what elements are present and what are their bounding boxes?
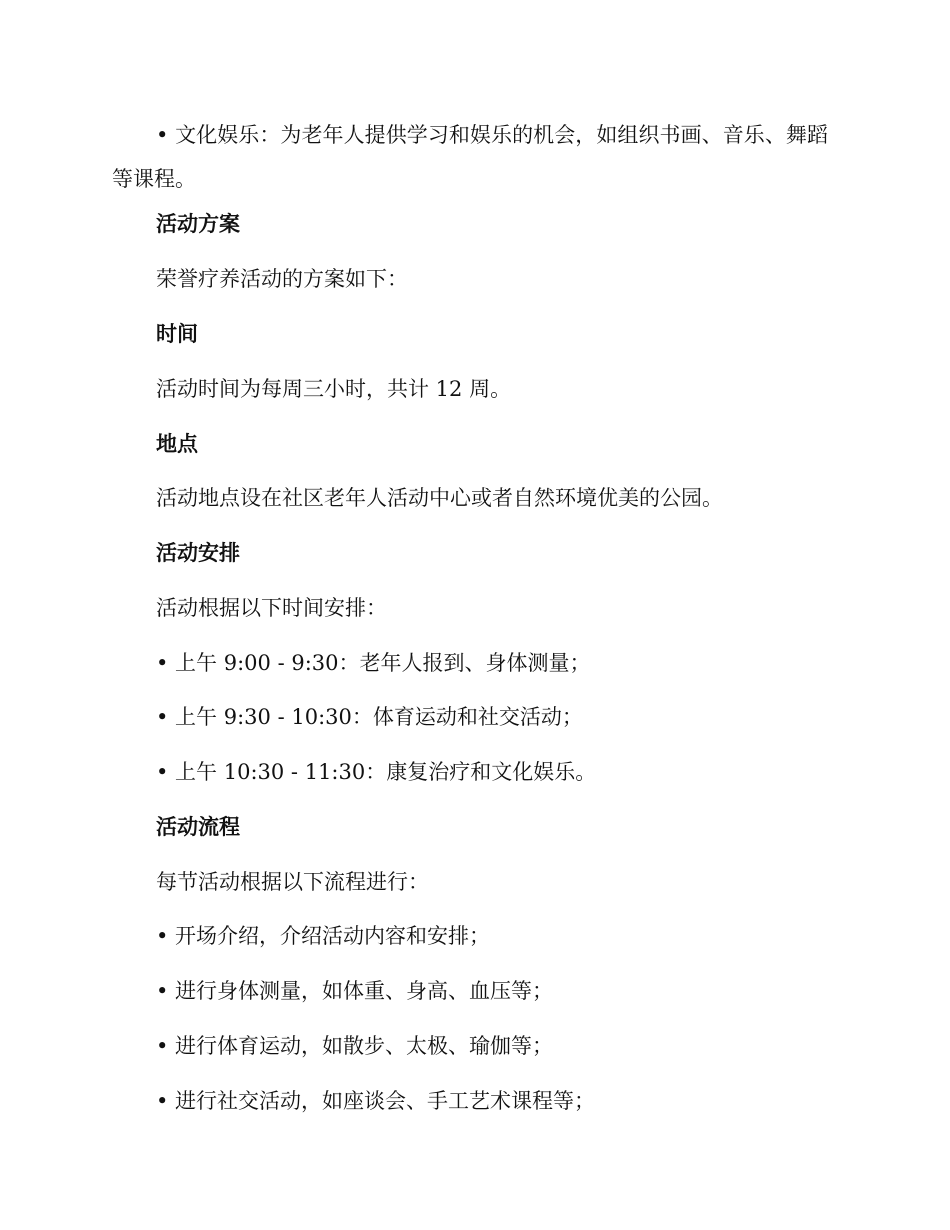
process-text: 每节活动根据以下流程进行： [156, 870, 429, 894]
location-heading: 地点 [156, 432, 198, 456]
process-item: • 进行身体测量，如体重、身高、血压等； [156, 979, 554, 1003]
schedule-heading: 活动安排 [156, 541, 240, 565]
plan-heading: 活动方案 [156, 212, 240, 236]
schedule-text: 活动根据以下时间安排： [156, 596, 387, 620]
intro-paragraph: • 文化娱乐：为老年人提供学习和娱乐的机会，如组织书画、音乐、舞蹈等课程。 [112, 123, 828, 191]
schedule-item: • 上午 10:30 - 11:30：康复治疗和文化娱乐。 [156, 760, 597, 784]
plan-text: 荣誉疗养活动的方案如下： [156, 267, 408, 291]
schedule-item: • 上午 9:00 - 9:30：老年人报到、身体测量； [156, 651, 591, 675]
schedule-item: • 上午 9:30 - 10:30：体育运动和社交活动； [156, 705, 583, 729]
time-heading: 时间 [156, 322, 198, 346]
time-text: 活动时间为每周三小时，共计 12 周。 [156, 377, 512, 401]
location-text: 活动地点设在社区老年人活动中心或者自然环境优美的公园。 [156, 486, 723, 510]
process-heading: 活动流程 [156, 815, 240, 839]
process-item: • 开场介绍，介绍活动内容和安排； [156, 924, 491, 948]
process-item: • 进行社交活动，如座谈会、手工艺术课程等； [156, 1089, 596, 1113]
process-item: • 进行体育运动，如散步、太极、瑜伽等； [156, 1034, 554, 1058]
